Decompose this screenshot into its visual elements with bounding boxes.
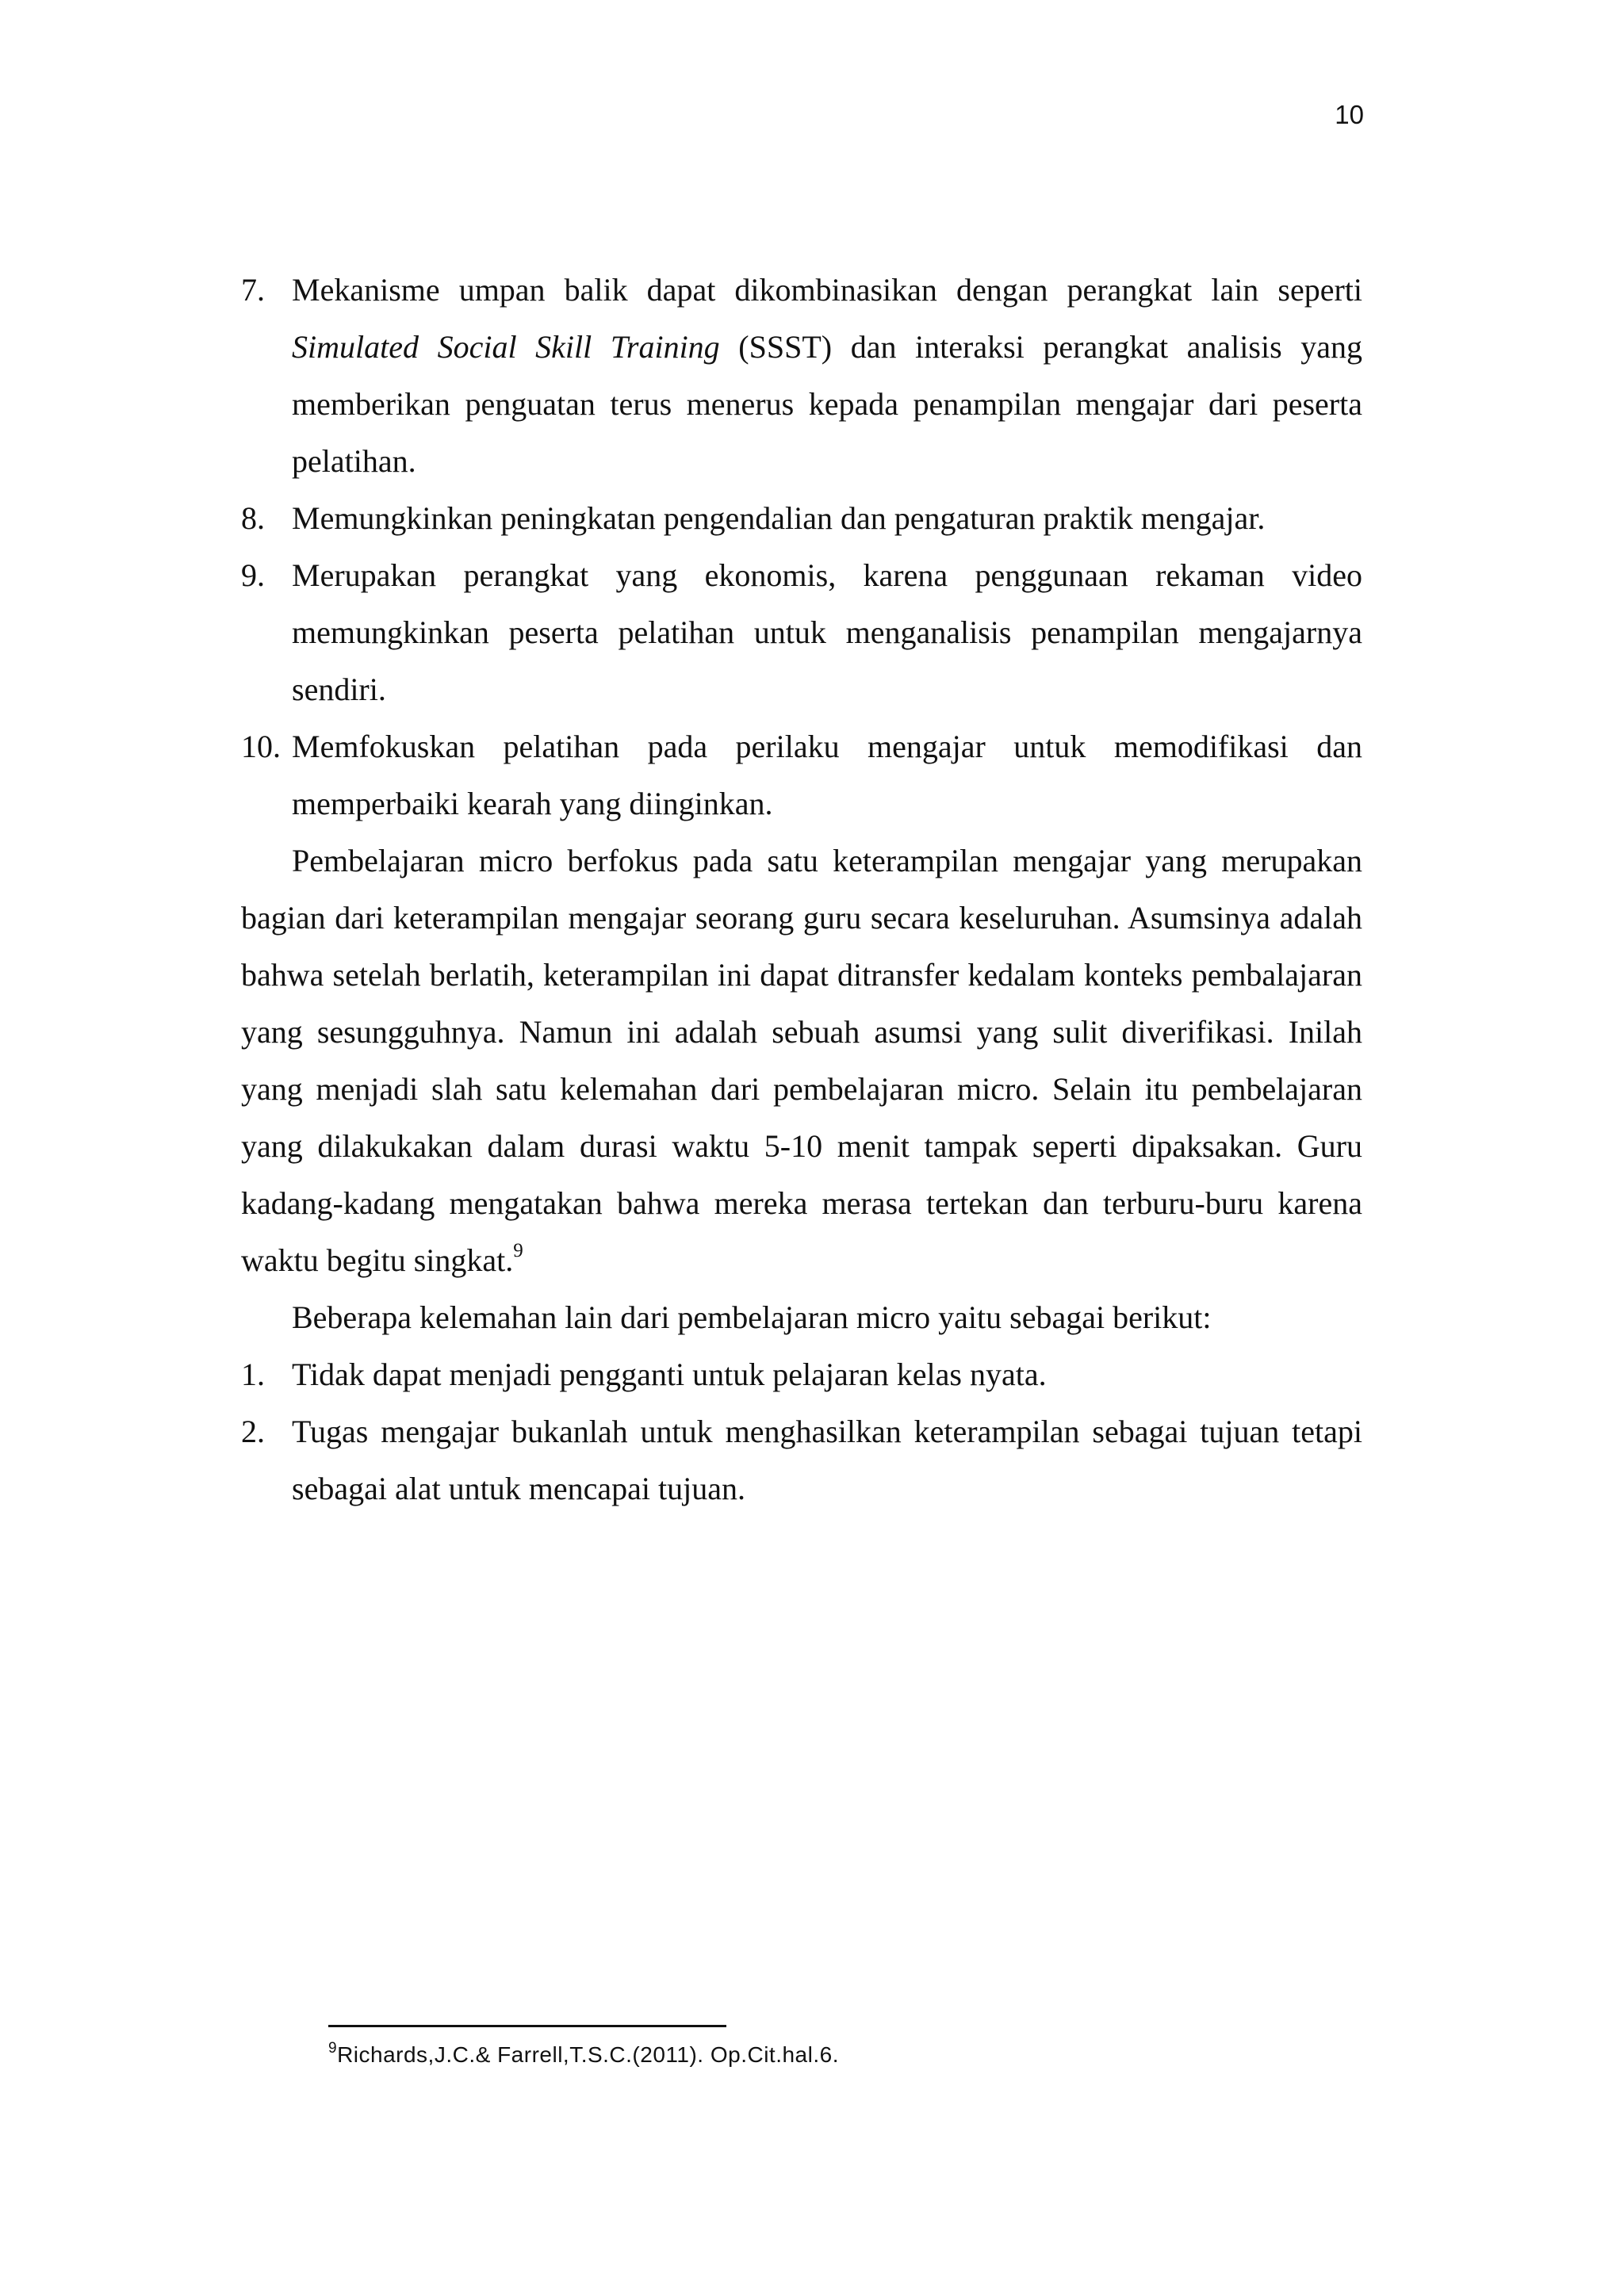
footnote-reference[interactable]: 9 (513, 1239, 523, 1261)
page-number: 10 (1335, 100, 1364, 129)
list-item-text: Mekanisme umpan balik dapat dikombinasikan dengan perangkat lain seperti (292, 272, 1362, 308)
paragraph-text: Pembelajaran micro berfokus pada satu keterampilan mengajar yang merupakan bagian dari keterampilan mengajar seorang guru secara keseluruhan. Asumsinya adalah bahwa setelah berlatih, keterampilan ini dapat ditransfer kedalam konteks pembalajaran yang sesungguhnya. Namun ini adalah sebuah asumsi yang sulit diverifikasi. Inilah yang menjadi slah satu kelemahan dari pembelajaran micro. Selain itu pembelajaran yang dilakukakan dalam durasi waktu 5-10 menit tampak seperti dipaksakan. Guru kadang-kadang mengatakan bahwa mereka merasa tertekan dan terburu-buru karena waktu begitu singkat. (241, 843, 1362, 1278)
footnote-text: Richards,J.C.& Farrell,T.S.C.(2011). Op.Cit.hal.6. (337, 2042, 839, 2067)
list-item-number: 9. (241, 557, 265, 593)
list-item (241, 262, 1362, 490)
list-item-text: Memungkinkan peningkatan pengendalian dan pengaturan praktik mengajar. (292, 500, 1266, 536)
list-weaknesses (241, 1346, 1362, 1517)
footnote (328, 2039, 839, 2068)
list-item-number: 1. (241, 1357, 265, 1392)
list-item-italic-term: Simulated Social Skill Training (292, 329, 720, 365)
body-paragraph (241, 832, 1362, 1289)
body-text (241, 262, 1362, 1517)
footnote-marker: 9 (328, 2039, 338, 2057)
list-advantages (241, 262, 1362, 832)
list-item-text: Merupakan perangkat yang ekonomis, karena penggunaan rekaman video memungkinkan peserta pelatihan untuk menganalisis penampilan mengajarnya sendiri. (292, 557, 1362, 707)
list-item-number: 2. (241, 1414, 265, 1449)
list-item (241, 547, 1362, 718)
list-item-number: 8. (241, 500, 265, 536)
list-item-number: 7. (241, 272, 265, 308)
list-item (241, 1346, 1362, 1403)
list-item-number: 10. (241, 729, 281, 764)
list-item-text: Memfokuskan pelatihan pada perilaku mengajar untuk memodifikasi dan memperbaiki kearah yang diinginkan. (292, 729, 1362, 821)
list-item (241, 490, 1362, 547)
footnote-separator (328, 2025, 726, 2027)
list-intro: Beberapa kelemahan lain dari pembelajaran micro yaitu sebagai berikut: (292, 1299, 1212, 1335)
list-item-text: Tugas mengajar bukanlah untuk menghasilkan keterampilan sebagai tujuan tetapi sebagai alat untuk mencapai tujuan. (292, 1414, 1362, 1506)
list-item-text-continued: (SSST) dan interaksi perangkat analisis yang memberikan penguatan terus menerus kepada penampilan mengajar dari peserta pelatihan. (292, 329, 1363, 479)
list-item (241, 718, 1362, 832)
list-item-text: Tidak dapat menjadi pengganti untuk pelajaran kelas nyata. (292, 1357, 1047, 1392)
list-item (241, 1403, 1362, 1517)
